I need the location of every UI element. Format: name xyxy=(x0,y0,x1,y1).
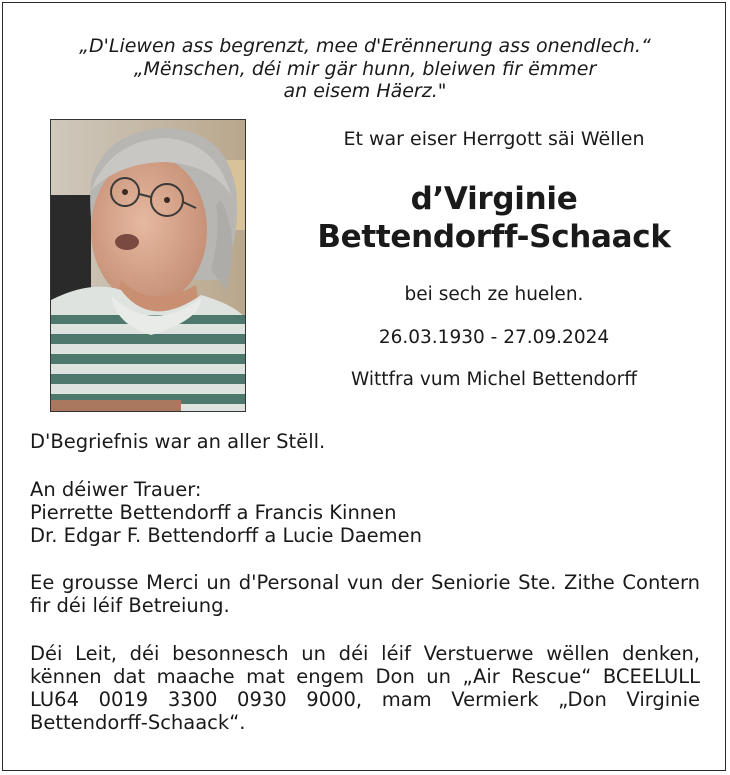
mourner-entry: Dr. Edgar F. Bettendorff a Lucie Daemen xyxy=(30,524,423,547)
taken-line: bei sech ze huelen. xyxy=(404,284,584,305)
widow-line: Wittfra vum Michel Bettendorff xyxy=(351,369,637,390)
donation-paragraph: Déi Leit, déi besonnesch un déi léif Verstuerwe wëllen denken, kënnen dat maache mat engem Don un „Air Rescue“ BCEELULL LU64 0019 3300 0930 9000, mam Vermierk „Don Virginie Bettendorff-Schaack“. xyxy=(30,642,700,734)
mourners-heading: An déiwer Trauer: xyxy=(30,478,202,501)
quote-line-3: an eisem Häerz." xyxy=(283,80,447,102)
thanks-paragraph: Ee grousse Merci un d'Personal vun der Seniorie Ste. Zithe Contern fir déi léif Betreiung. xyxy=(30,571,700,617)
deceased-surname: Bettendorff-Schaack xyxy=(317,219,671,255)
mourner-entry: Pierrette Bettendorff a Francis Kinnen xyxy=(30,501,397,524)
quote-line-1: „D'Liewen ass begrenzt, mee d'Erënnerung ass onendlech.“ xyxy=(79,35,651,57)
funeral-note: D'Begriefnis war an aller Stëll. xyxy=(30,430,326,453)
deceased-name xyxy=(258,180,730,256)
intro-line: Et war eiser Herrgott säi Wëllen xyxy=(343,128,645,150)
portrait-illustration xyxy=(51,120,246,412)
quote-line-2: „Mënschen, déi mir gär hunn, bleiwen fir ëmmer xyxy=(133,58,597,80)
mourners-block xyxy=(30,478,700,547)
deceased-first-name: d’Virginie xyxy=(410,181,578,217)
portrait-photo xyxy=(50,119,246,412)
life-dates: 26.03.1930 - 27.09.2024 xyxy=(378,327,610,348)
